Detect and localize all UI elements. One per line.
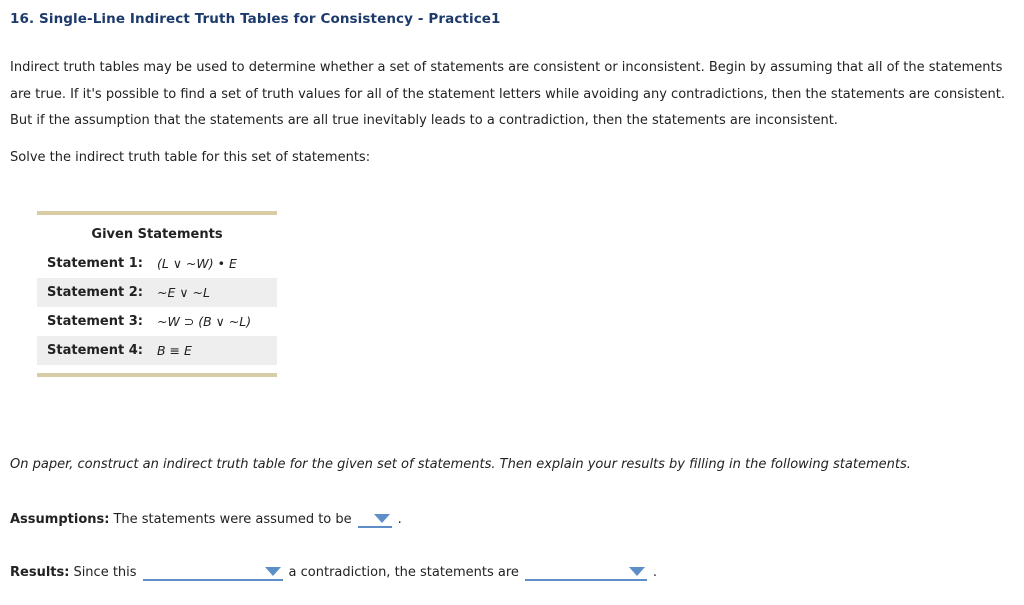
results-dropdown-2[interactable]: [525, 563, 647, 581]
assumptions-dropdown[interactable]: [358, 510, 392, 528]
statement-label: Statement 3:: [47, 314, 143, 329]
statement-row-1: [37, 249, 277, 278]
results-text-2: a contradiction, the statements are: [288, 564, 519, 580]
statement-label: Statement 1:: [47, 256, 143, 271]
statement-row-4: [37, 336, 277, 365]
assumptions-label: Assumptions:: [10, 511, 110, 527]
statement-formula: ~W ⊃ (B ∨ ~L): [157, 314, 252, 329]
assumptions-end: .: [397, 511, 402, 527]
statement-row-2: [37, 278, 277, 307]
results-text-1: Since this: [73, 564, 137, 580]
intro-paragraph: Indirect truth tables may be used to determine whether a set of statements are consistent or inconsistent. Begin by assuming that all of the statements are true. If it's possible to find a set of truth values for all of the statement letters while avoiding any contradictions, then the statements are consistent. But if the assumption that the statements are all true inevitably leads to a contradiction, then the statements are inconsistent.: [10, 60, 1005, 128]
results-dropdown-1[interactable]: [143, 563, 283, 581]
assumptions-text: The statements were assumed to be: [113, 511, 352, 527]
statement-formula: B ≡ E: [157, 343, 192, 358]
table-bottom-rule: [37, 373, 277, 377]
statement-label: Statement 2:: [47, 285, 143, 300]
assumptions-line: [10, 510, 402, 528]
given-statements-table: [37, 211, 277, 377]
statement-formula: (L ∨ ~W) • E: [157, 256, 237, 271]
statement-label: Statement 4:: [47, 343, 143, 358]
chevron-down-icon: [265, 567, 281, 576]
given-statements-heading: Given Statements: [91, 227, 223, 242]
statement-row-3: [37, 307, 277, 336]
table-top-rule: [37, 211, 277, 215]
page-title: 16. Single-Line Indirect Truth Tables for Consistency - Practice1: [10, 11, 501, 27]
results-label: Results:: [10, 564, 70, 580]
instructions: On paper, construct an indirect truth table for the given set of statements. Then explain your results by filling in the following statements.: [10, 457, 911, 472]
solve-prompt: Solve the indirect truth table for this set of statements:: [10, 150, 371, 165]
chevron-down-icon: [374, 514, 390, 523]
statement-formula: ~E ∨ ~L: [157, 285, 210, 300]
results-line: [10, 563, 657, 581]
results-end: .: [652, 564, 658, 580]
chevron-down-icon: [629, 567, 645, 576]
